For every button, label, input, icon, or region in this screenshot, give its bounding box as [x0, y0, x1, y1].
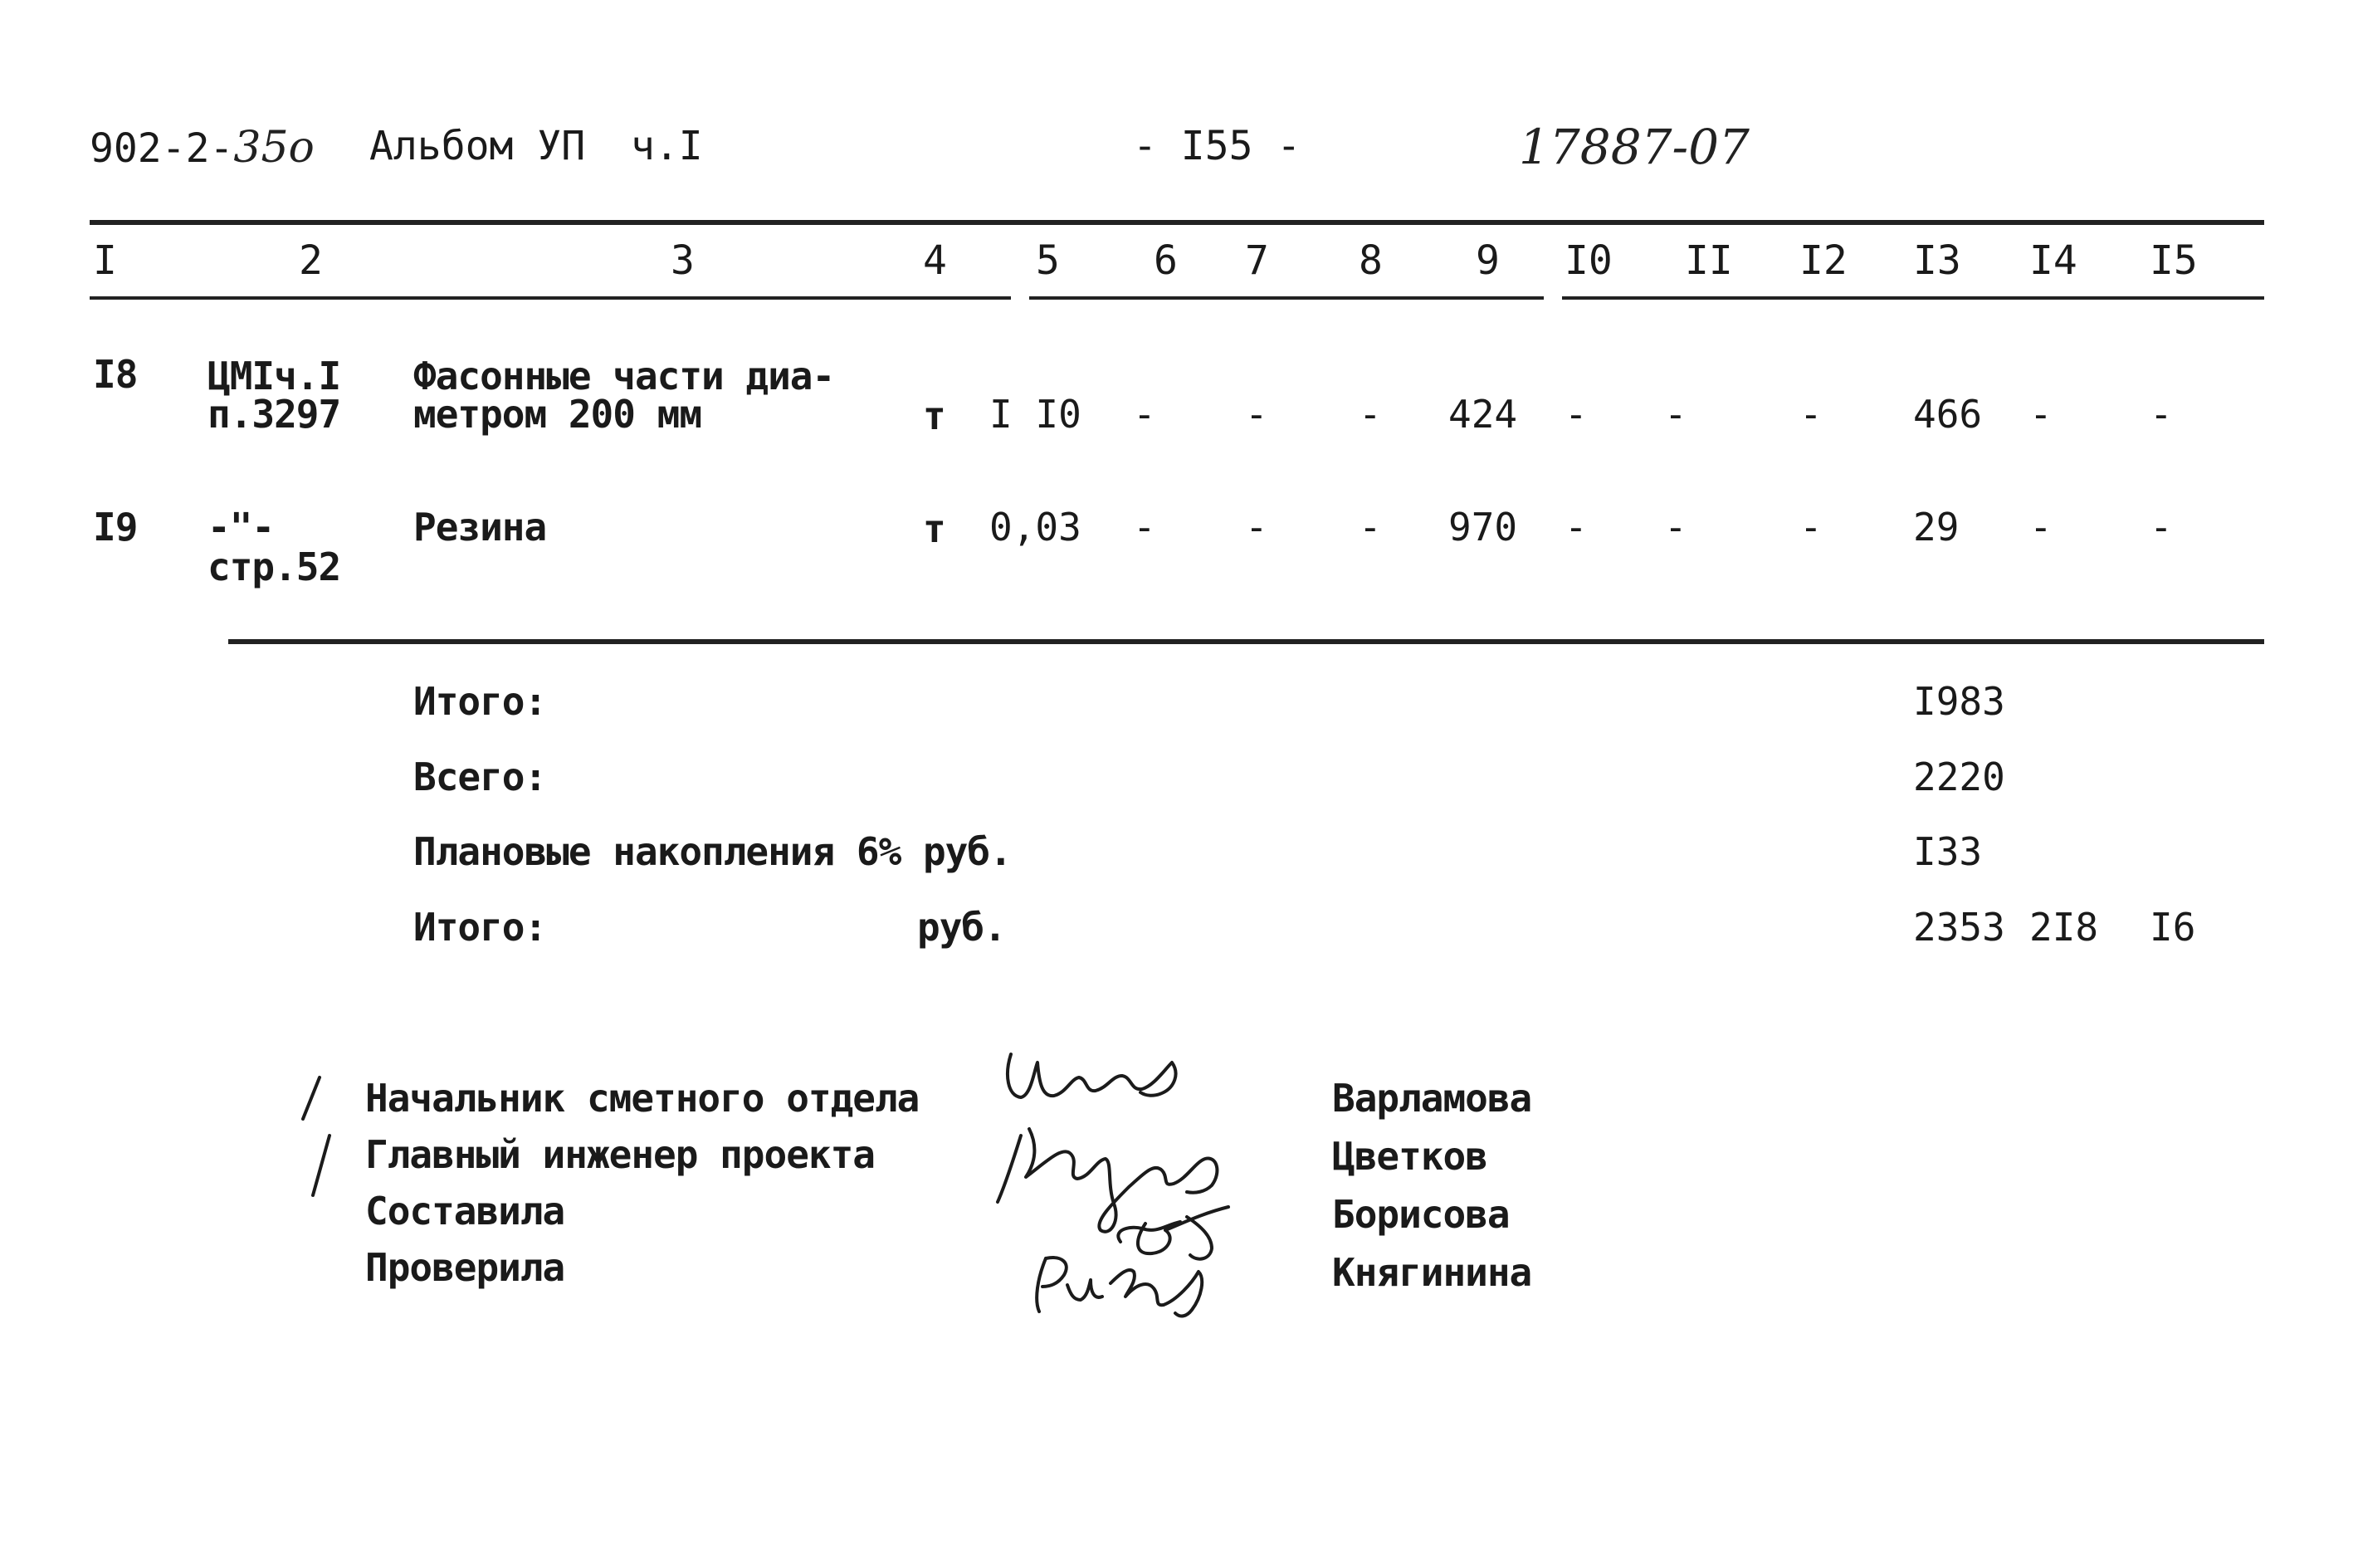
document-code-printed: 902-2-	[90, 125, 234, 172]
column-13-cell: 29	[1913, 505, 1960, 550]
quantity-cell: 0,03	[989, 505, 1081, 550]
column-header-8: 8	[1359, 237, 1383, 284]
column-14-cell: -	[2029, 505, 2053, 550]
unit-cell: т	[923, 393, 946, 438]
total-value: 2220	[1913, 755, 2005, 799]
header-bottom-rule-c	[1562, 296, 2264, 300]
column-13-cell: 466	[1913, 392, 1983, 437]
column-10-cell: -	[1565, 505, 1588, 550]
document-code	[90, 123, 315, 173]
column-header-6: 6	[1154, 237, 1178, 284]
total-value: I983	[1913, 679, 2005, 724]
reference-line-1: -"-	[207, 505, 275, 550]
item-name-line-1: Резина	[413, 505, 547, 550]
quantity-cell: I I0	[989, 392, 1081, 437]
column-header-11: II	[1685, 237, 1733, 284]
header-bottom-rule-b	[1029, 296, 1544, 300]
page-number: - I55 -	[1133, 123, 1301, 169]
column-6-cell: -	[1133, 392, 1156, 437]
album-label: Альбом УП	[369, 123, 586, 169]
column-15-cell: -	[2150, 505, 2173, 550]
total-value-15: I6	[2150, 905, 2196, 950]
column-7-cell: -	[1245, 392, 1268, 437]
total-unit: руб.	[917, 905, 1006, 950]
column-8-cell: -	[1359, 392, 1382, 437]
signature-role: Главный инженер проекта	[365, 1132, 875, 1177]
total-value: 2353	[1913, 905, 2005, 950]
reference-line-1: ЦМIч.I	[207, 354, 341, 398]
column-14-cell: -	[2029, 392, 2053, 437]
signature-role: Начальник сметного отдела	[365, 1076, 920, 1121]
signature-name: Варламова	[1332, 1076, 1532, 1121]
total-label: Итого:	[413, 905, 547, 950]
signature-name: Борисова	[1332, 1192, 1510, 1237]
handwritten-signatures	[988, 1038, 1286, 1320]
signature-role: Составила	[365, 1189, 565, 1233]
column-header-1: I	[93, 237, 117, 284]
total-label: Всего:	[413, 755, 547, 799]
signature-name: Цветков	[1332, 1134, 1487, 1179]
column-12-cell: -	[1799, 392, 1823, 437]
document-number-handwritten: 17887-07	[1519, 119, 1750, 175]
reference-line-2: стр.52	[207, 545, 341, 589]
column-15-cell: -	[2150, 392, 2173, 437]
signature-name: Княгинина	[1332, 1250, 1532, 1295]
column-header-9: 9	[1476, 237, 1500, 284]
column-header-5: 5	[1036, 237, 1060, 284]
margin-tick-marks	[295, 1071, 336, 1204]
header-bottom-rule-a	[90, 296, 1011, 300]
column-12-cell: -	[1799, 505, 1823, 550]
column-9-cell: 424	[1448, 392, 1518, 437]
row-number: I8	[93, 352, 138, 397]
column-header-15: I5	[2150, 237, 2198, 284]
row-number: I9	[93, 505, 138, 550]
column-9-cell: 970	[1448, 505, 1518, 550]
total-label: Плановые накопления 6% руб.	[413, 829, 1012, 874]
column-header-4: 4	[923, 237, 947, 284]
unit-cell: т	[923, 506, 946, 551]
column-header-7: 7	[1245, 237, 1269, 284]
document-code-handwritten: 35o	[233, 123, 315, 173]
column-header-13: I3	[1913, 237, 1961, 284]
column-header-10: I0	[1565, 237, 1613, 284]
column-10-cell: -	[1565, 392, 1588, 437]
reference-line-2: п.3297	[207, 392, 341, 437]
totals-rule	[228, 639, 2264, 644]
table-top-rule	[90, 220, 2264, 225]
total-value-14: 2I8	[2029, 905, 2099, 950]
column-8-cell: -	[1359, 505, 1382, 550]
column-header-12: I2	[1799, 237, 1848, 284]
column-header-2: 2	[299, 237, 323, 284]
column-header-3: 3	[671, 237, 695, 284]
signature-role: Проверила	[365, 1245, 565, 1290]
column-11-cell: -	[1664, 505, 1687, 550]
column-7-cell: -	[1245, 505, 1268, 550]
item-name-line-2: метром 200 мм	[413, 392, 702, 437]
column-11-cell: -	[1664, 392, 1687, 437]
total-value: I33	[1913, 829, 1983, 874]
part-label: ч.I	[631, 123, 703, 169]
total-label: Итого:	[413, 679, 547, 724]
column-6-cell: -	[1133, 505, 1156, 550]
item-name-line-1: Фасонные части диа-	[413, 354, 835, 398]
column-header-14: I4	[2029, 237, 2077, 284]
